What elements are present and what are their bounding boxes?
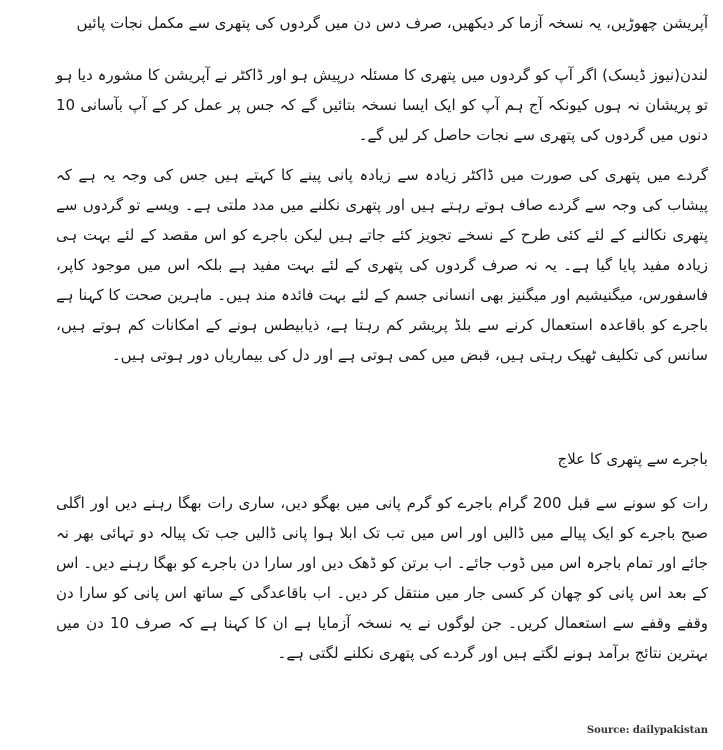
article-headline: آپریشن چھوڑیں، یہ نسخہ آزما کر دیکھیں، صرف دس دن میں گردوں کی پتھری سے مکمل نجات پائیں	[76, 14, 708, 32]
article-paragraph-intro: لندن(نیوز ڈیسک) اگر آپ کو گردوں میں پتھری کا مسئلہ درپیش ہو اور ڈاکٹر نے آپریشن کا مشورہ دیا ہو تو پریشان نہ ہوں کیونکہ آج ہم آپ کو ایک ایسا نسخہ بتائیں گے کہ جس پر عمل کر کے آپ بآسانی 10 دنوں میں گردوں کی پتھری سے نجات حاصل کر لیں گے۔	[56, 66, 708, 144]
article-paragraph-benefits: گردے میں پتھری کی صورت میں ڈاکٹر زیادہ سے زیادہ پانی پینے کا کہتے ہیں جس کی وجہ یہ ہے کہ پیشاب کی وجہ سے گردے صاف ہوتے رہتے ہیں اور پتھری نکلنے میں مدد ملتی ہے۔ ویسے تو گردوں سے پتھری نکالنے کے لئے کئی طرح کے نسخے تجویز کئے جاتے ہیں لیکن باجرے کو اس مقصد کے لئے بہت ہی زیادہ مفید پایا گیا ہے۔ یہ نہ صرف گردوں کی پتھری کے لئے بہت مفید ہے بلکہ اس میں موجود کاپر، فاسفورس، میگنیشیم اور میگنیز بھی انسانی جسم کے لئے بہت فائدہ مند ہیں۔ ماہرین صحت کا کہنا ہے باجرے کو باقاعدہ استعمال کرنے سے بلڈ پریشر کم رہتا ہے، ذیابیطس ہونے کے امکانات کم ہوتے ہیں، سانس کی تکلیف ٹھیک رہتی ہیں، قبض میں کمی ہوتی ہے اور دل کی بیماریاں دور ہوتی ہیں۔	[56, 166, 708, 364]
article	[56, 0, 708, 750]
source-credit: Source: dailypakistan	[586, 725, 708, 736]
article-paragraph-remedy: رات کو سونے سے قبل 200 گرام باجرے کو گرم پانی میں بھگو دیں، ساری رات بھگا رہنے دیں اور اگلی صبح باجرے کو ایک پیالے میں ڈالیں اور اس میں تب تک ابلا ہوا پانی ڈالیں جب تک پیالہ دو تہائی بھر نہ جائے اور تمام باجرہ اس میں ڈوب جائے۔ اب برتن کو ڈھک دیں اور سارا دن باجرے کو بھگا رہنے دیں۔ اس کے بعد اس پانی کو چھان کر کسی جار میں منتقل کر دیں۔ اب باقاعدگی کے ساتھ اس پانی کو سارا دن وقفے وقفے سے استعمال کریں۔ جن لوگوں نے یہ نسخہ آزمایا ہے ان کا کہنا ہے کہ صرف 10 دن میں بہترین نتائج برآمد ہونے لگتے ہیں اور گردے کی پتھری نکلنے لگتی ہے۔	[56, 494, 708, 662]
article-subheading: باجرے سے پتھری کا علاج	[557, 450, 708, 468]
